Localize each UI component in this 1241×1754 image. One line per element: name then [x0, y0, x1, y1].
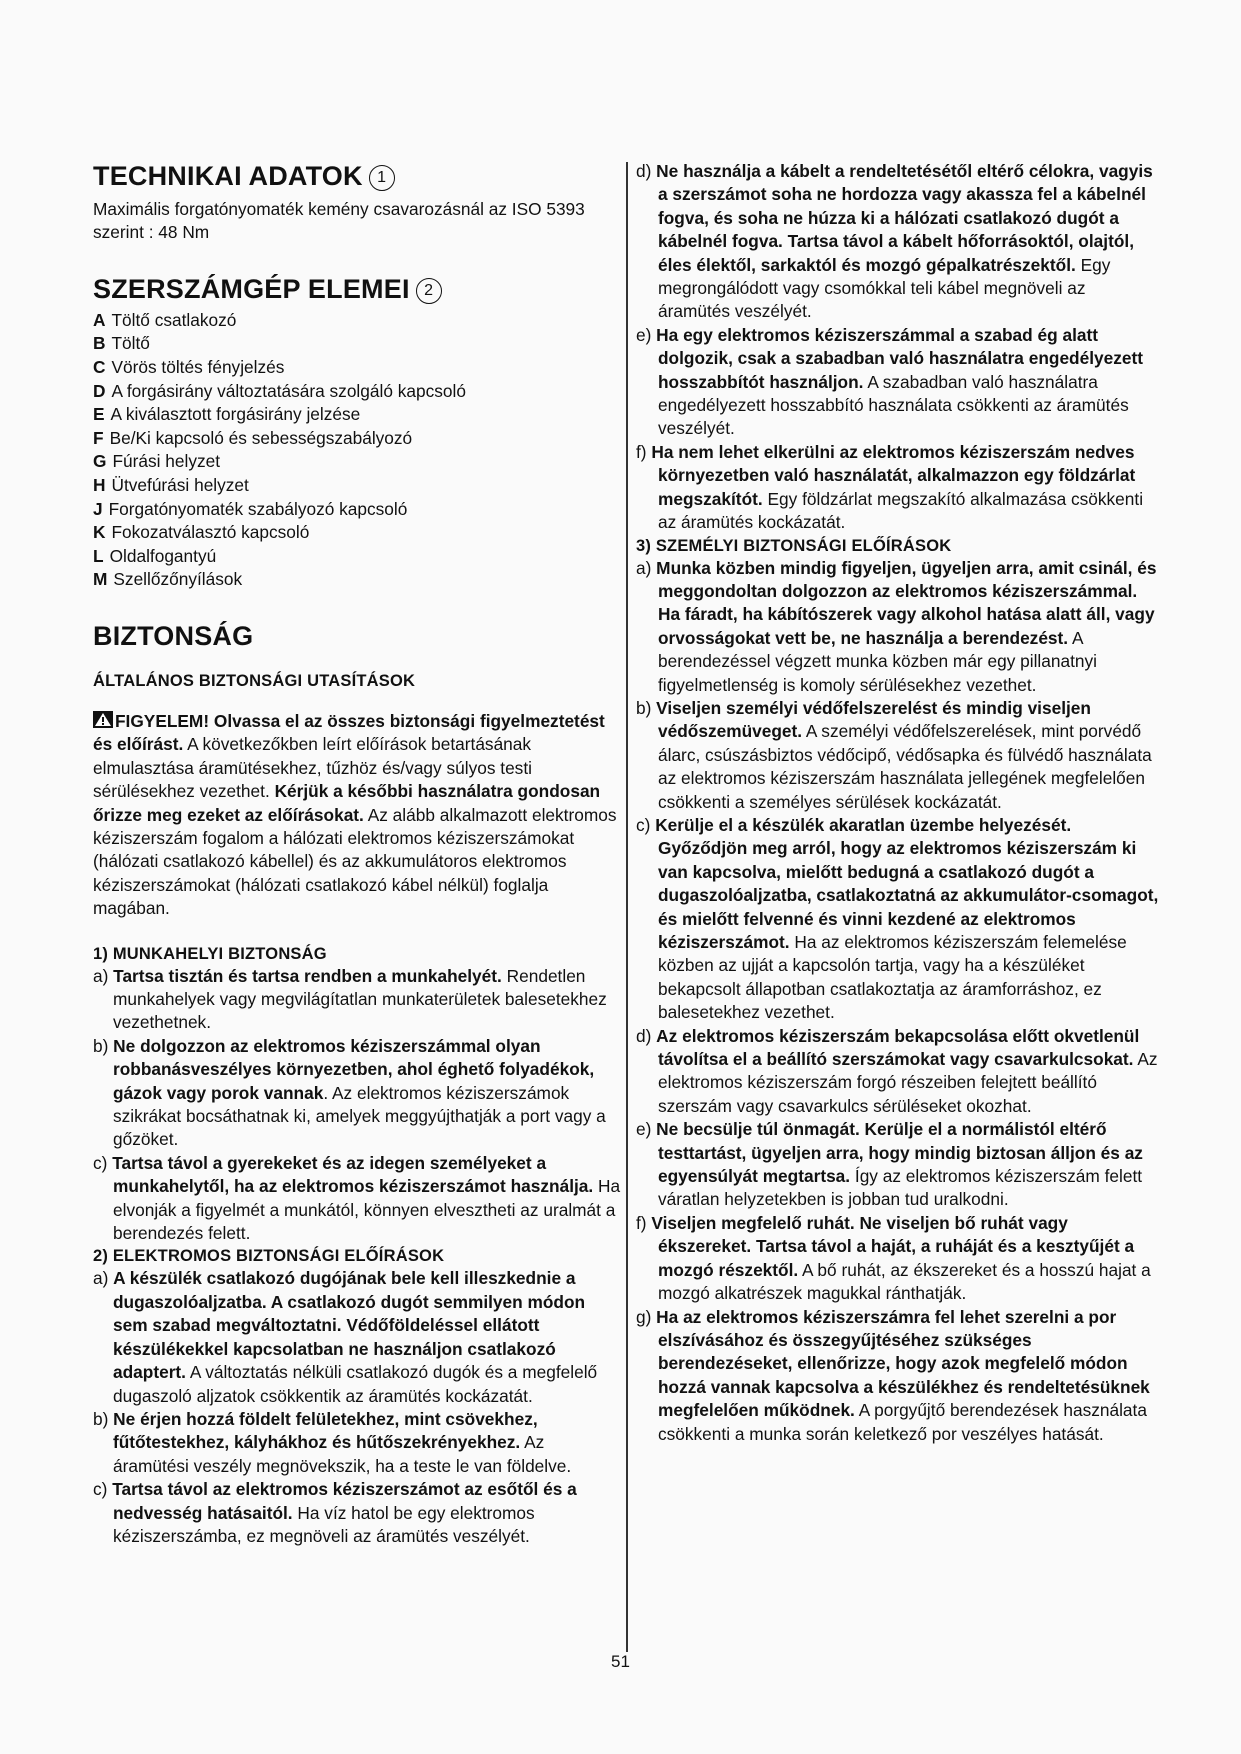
parts-title: SZERSZÁMGÉP ELEMEI	[93, 273, 410, 304]
list-item: L Oldalfogantyú	[93, 545, 217, 566]
list-item: A Töltő csatlakozó	[93, 309, 237, 330]
rule-3f: f) Viseljen megfelelő ruhát. Ne viseljen bő ruhát vagy ékszereket. Tartsa távol a haját, a ruháját és a kesztyűjét a mozgó részektől. A bő ruhát, az ékszereket és a hosszú hajat a mozgó alkatrészek magukkal ránthatják.	[636, 1212, 1151, 1304]
rule-1b: b) Ne dolgozzon az elektromos kéziszerszámmal olyan robbanásveszélyes környezetben, ahol éghető folyadékok, gázok vagy porok vannak. Az elektromos kéziszerszámok szikrákat bocsáthatnak ki, amelyek meggyújthatják a port vagy a gőzöket.	[93, 1035, 606, 1150]
list-item: E A kiválasztott forgásirány jelzése	[93, 404, 361, 425]
list-item: K Fokozatválasztó kapcsoló	[93, 522, 310, 543]
safety-heading: BIZTONSÁG	[93, 620, 254, 651]
section-1-heading: 1) MUNKAHELYI BIZTONSÁG	[93, 944, 327, 963]
warning-icon	[93, 711, 113, 728]
rule-3c: c) Kerülje el a készülék akaratlan üzembe helyezését. Győződjön meg arról, hogy az elektromos kéziszerszám ki van kapcsolva, mielőtt bedugná a csatlakozó dugót a dugaszolóaljzatba, csatlakoztatná az akkumulátor-csomagot, és mielőtt felvenné és vinni kezdené az elektromos kéziszerszámot. Ha az elektromos kéziszerszám felemelése közben az ujját a kapcsolón tartja, vagy ha a készüléket bekapcsolt állapotban csatlakoztatja az áramforráshoz, ez balesetekhez vezethet.	[636, 814, 1159, 1023]
tech-data-title: TECHNIKAI ADATOK	[93, 161, 363, 191]
section-2-heading: 2) ELEKTROMOS BIZTONSÁGI ELŐÍRÁSOK	[93, 1247, 445, 1266]
list-item: G Fúrási helyzet	[93, 451, 221, 472]
general-safety-subheading: ÁLTALÁNOS BIZTONSÁGI UTASÍTÁSOK	[93, 671, 416, 690]
rule-2e: e) Ha egy elektromos kéziszerszámmal a szabad ég alatt dolgozik, csak a szabadban való használatra engedélyezett hosszabbítót használjon. A szabadban való használatra engedélyezett hosszabbító használata csökkenti az áramütés veszélyét.	[636, 324, 1144, 439]
section-3-heading: 3) SZEMÉLYI BIZTONSÁGI ELŐÍRÁSOK	[636, 536, 952, 555]
list-item: B Töltő	[93, 333, 150, 354]
left-column	[93, 160, 623, 1548]
rule-3g: g) Ha az elektromos kéziszerszámra fel lehet szerelni a por elszívásához és összegyűjtéséhez szükséges berendezéseket, ellenőrizze, hogy azok megfelelő módon hozzá vannak kapcsolva a készülékhez és rendeltetésüknek megfelelően működnek. A porgyűjtő berendezések használata csökkenti a munka során keletkező por veszélyes hatását.	[636, 1306, 1150, 1444]
list-item: F Be/Ki kapcsoló és sebességszabályozó	[93, 427, 413, 448]
rule-2c: c) Tartsa távol az elektromos kéziszerszámot az esőtől és a nedvesség hatásaitól. Ha víz hatol be egy elektromos kéziszerszámba, ez megnöveli az áramütés veszélyét.	[93, 1479, 577, 1546]
rule-3e: e) Ne becsülje túl önmagát. Kerülje el a normálistól eltérő testtartást, ügyeljen arra, hogy mindig biztosan álljon és az egyensúlyát megtartsa. Így az elektromos kéziszerszám felett váratlan helyzetekben is jobban tud uralkodni.	[636, 1119, 1143, 1210]
rule-2f: f) Ha nem lehet elkerülni az elektromos kéziszerszám nedves környezetben való használatát, alkalmazzon egy földzárlat megszakítót. Egy földzárlat megszakító alkalmazása csökkenti az áramütés kockázatát.	[636, 441, 1144, 533]
rule-1c: c) Tartsa távol a gyerekeket és az idegen személyeket a munkahelytől, ha az elektromos kéziszerszámot használja. Ha elvonják a figyelmét a munkától, könnyen elvesztheti az uralmát a berendezés felett.	[93, 1152, 621, 1244]
rule-3a: a) Munka közben mindig figyeljen, ügyeljen arra, amit csinál, és meggondoltan dolgozzon az elektromos kéziszerszámmal. Ha fáradt, ha kábítószerek vagy alkohol hatása alatt áll, vagy orvosságokat vett be, ne használja a berendezést. A berendezéssel végzett munka közben már egy pillanatnyi figyelmetlenség is komoly sérülésekhez vezethet.	[636, 557, 1157, 695]
tech-data-heading	[93, 160, 623, 192]
parts-list	[93, 309, 623, 592]
figure-ref-2: 2	[416, 278, 442, 304]
list-item: C Vörös töltés fényjelzés	[93, 357, 285, 377]
list-item: J Forgatónyomaték szabályozó kapcsoló	[93, 498, 408, 519]
rule-2b: b) Ne érjen hozzá földelt felületekhez, mint csövekhez, fűtőtestekhez, kályhákhoz és hűtőszekrényekhez. Az áramütési veszély megnövekszik, ha a teste le van földelve.	[93, 1408, 572, 1476]
rule-3b: b) Viseljen személyi védőfelszerelést és mindig viseljen védőszemüveget. A személyi védőfelszerelések, mint porvédő álarc, csúszásbiztos védőcipő, védősapka és fülvédő használata az elektromos kéziszerszám használata jellegének megfelelően csökkenti a személyes sérülések kockázatát.	[636, 697, 1152, 812]
column-divider	[626, 162, 628, 1652]
figure-ref-1: 1	[369, 165, 395, 191]
list-item: D A forgásirány változtatására szolgáló kapcsoló	[93, 380, 466, 401]
list-item: M Szellőzőnyílások	[93, 569, 243, 590]
general-warning: FIGYELEM! Olvassa el az összes biztonsági figyelmeztetést és előírást. A következőkben leírt előírások betartásának elmulasztása áramütésekhez, tűzhöz és/vagy súlyos testi sérülésekhez vezethet. Kérjük a későbbi használatra gondosan őrizze meg ezeket az előírásokat. Az alább alkalmazott elektromos kéziszerszám fogalom a hálózati elektromos kéziszerszámokat (hálózati csatlakozó kábellel) és az akkumulátoros elektromos kéziszerszámokat (hálózati csatlakozó kábel nélkül) foglalja magában.	[93, 710, 617, 919]
parts-heading	[93, 273, 623, 305]
rule-1a: a) Tartsa tisztán és tartsa rendben a munkahelyét. Rendetlen munkahelyek vagy megvilágítatlan munkaterületek balesetekhez vezethetnek.	[93, 965, 607, 1033]
rule-3d: d) Az elektromos kéziszerszám bekapcsolása előtt okvetlenül távolítsa el a beállító szerszámokat vagy csavarkulcsokat. Az elektromos kéziszerszám forgó részeiben felejtett beállító szerszám vagy csavarkulcs sérüléseket okozhat.	[636, 1025, 1158, 1116]
page-number: 51	[611, 1652, 630, 1671]
right-column	[636, 160, 1161, 1446]
rule-2a: a) A készülék csatlakozó dugójának bele kell illeszkednie a dugaszolóaljzatba. A csatlakozó dugót semmilyen módon sem szabad megváltoztatni. Védőföldeléssel ellátott készülékekkel kapcsolatban ne használjon csatlakozó adaptert. A változtatás nélküli csatlakozó dugók és a megfelelő dugaszoló aljzatok csökkentik az áramütés kockázatát.	[93, 1268, 598, 1406]
rule-2d: d) Ne használja a kábelt a rendeltetésétől eltérő célokra, vagyis a szerszámot soha ne hordozza vagy akassza fel a kábelnél fogva, és soha ne húzza ki a hálózati csatlakozó dugót a kábelnél fogva. Tartsa távol a kábelt hőforrásoktól, olajtól, éles élektől, sarkaktól és mozgó gépalkatrészektől. Egy megrongálódott vagy csomókkal teli kábel megnöveli az áramütés veszélyét.	[636, 161, 1153, 322]
list-item: H Ütvefúrási helyzet	[93, 474, 249, 495]
tech-data-text: Maximális forgatónyomaték kemény csavarozásnál az ISO 5393 szerint : 48 Nm	[93, 199, 585, 243]
